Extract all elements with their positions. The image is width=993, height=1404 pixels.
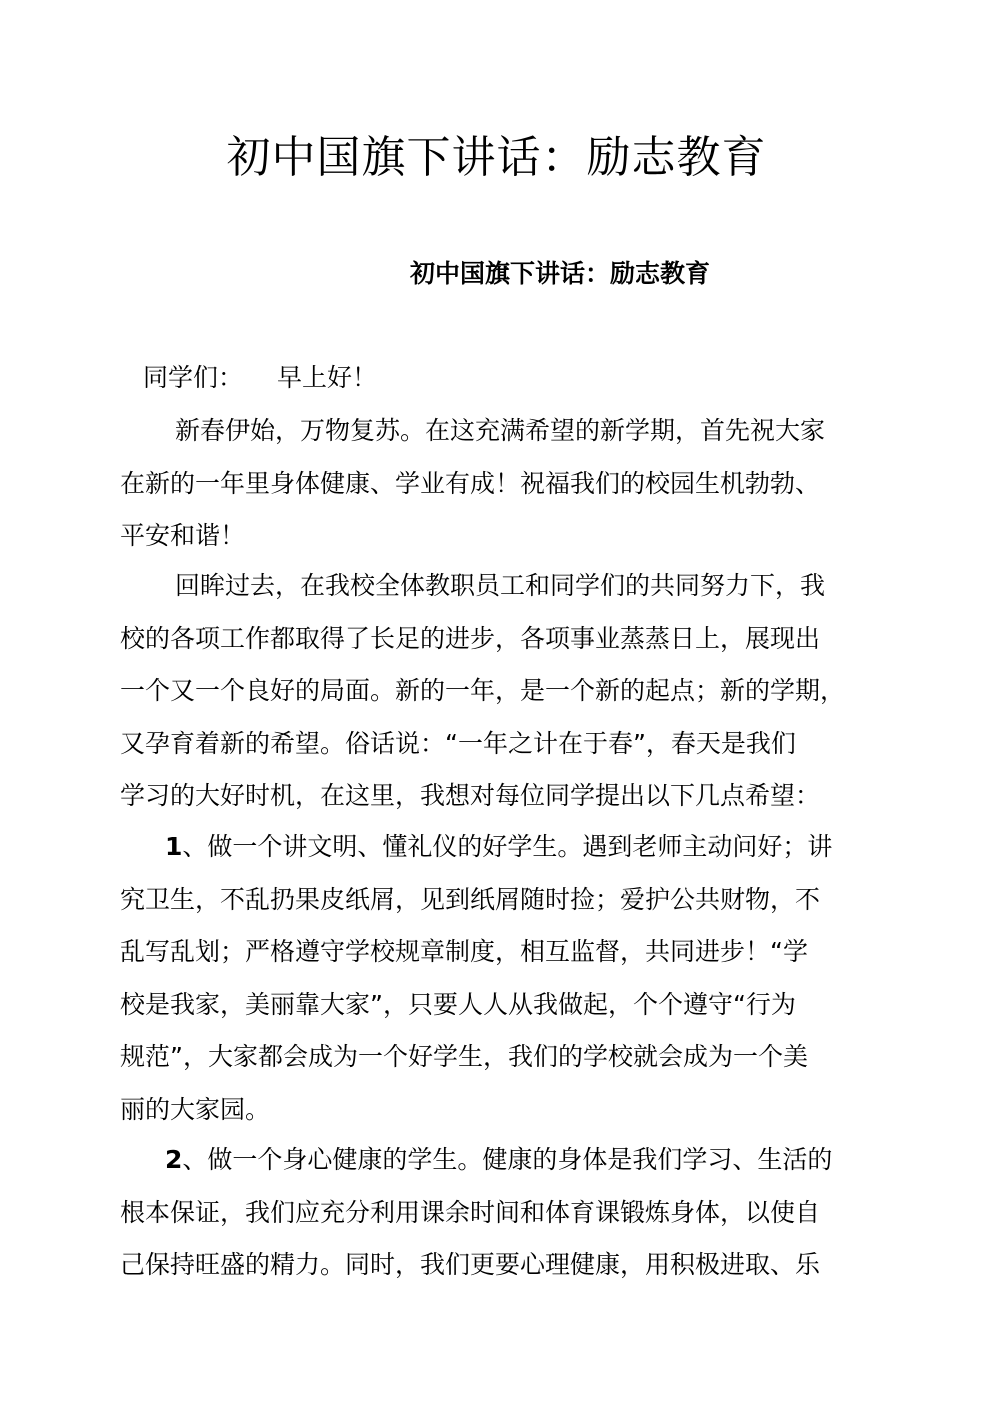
item-text: 、做一个讲文明、懂礼仪的好学生。遇到老师主动问好；讲 — [182, 832, 833, 861]
paragraph-line: 根本保证，我们应充分利用课余时间和体育课锻炼身体，以使自 — [120, 1197, 821, 1227]
item-number: 2 — [165, 1145, 183, 1174]
paragraph-line: 究卫生，不乱扔果皮纸屑，见到纸屑随时捡；爱护公共财物，不 — [120, 884, 821, 914]
paragraph-item-1 — [120, 821, 880, 1136]
paragraph-2 — [120, 560, 880, 823]
paragraph-line: 在新的一年里身体健康、学业有成！祝福我们的校园生机勃勃、 — [120, 468, 821, 498]
greeting-line — [143, 358, 377, 398]
paragraph-1 — [120, 405, 880, 563]
paragraph-line: 平安和谐！ — [120, 521, 246, 550]
item-number: 1 — [165, 832, 183, 861]
paragraph-line: 规范”，大家都会成为一个好学生，我们的学校就会成为一个美 — [120, 1042, 808, 1071]
paragraph-line — [120, 821, 880, 874]
greeting-hello: 早上好！ — [277, 363, 378, 392]
paragraph-line: 乱写乱划；严格遵守学校规章制度，相互监督，共同进步！“学 — [120, 937, 808, 966]
document-title: 初中国旗下讲话：励志教育 — [226, 132, 767, 183]
paragraph-line: 校的各项工作都取得了长足的进步，各项事业蒸蒸日上，展现出 — [120, 623, 821, 653]
greeting-salutation: 同学们： — [143, 363, 244, 392]
paragraph-line: 又孕育着新的希望。俗话说：“一年之计在于春”，春天是我们 — [120, 728, 796, 758]
paragraph-line: 学习的大好时机，在这里，我想对每位同学提出以下几点希望： — [120, 781, 821, 810]
paragraph-line — [120, 1134, 880, 1187]
paragraph-line: 回眸过去，在我校全体教职员工和同学们的共同努力下，我 — [175, 571, 826, 600]
paragraph-line: 一个又一个良好的局面。新的一年，是一个新的起点；新的学期， — [120, 676, 846, 705]
item-text: 、做一个身心健康的学生。健康的身体是我们学习、生活的 — [182, 1145, 833, 1174]
paragraph-item-2 — [120, 1134, 880, 1292]
paragraph-line: 丽的大家园。 — [120, 1094, 271, 1124]
paragraph-line: 校是我家，美丽靠大家”，只要人人从我做起，个个遵守“行为 — [120, 989, 796, 1019]
paragraph-line: 己保持旺盛的精力。同时，我们更要心理健康，用积极进取、乐 — [120, 1250, 821, 1279]
paragraph-line: 新春伊始，万物复苏。在这充满希望的新学期，首先祝大家 — [175, 416, 826, 445]
document-subtitle: 初中国旗下讲话：励志教育 — [410, 259, 711, 288]
